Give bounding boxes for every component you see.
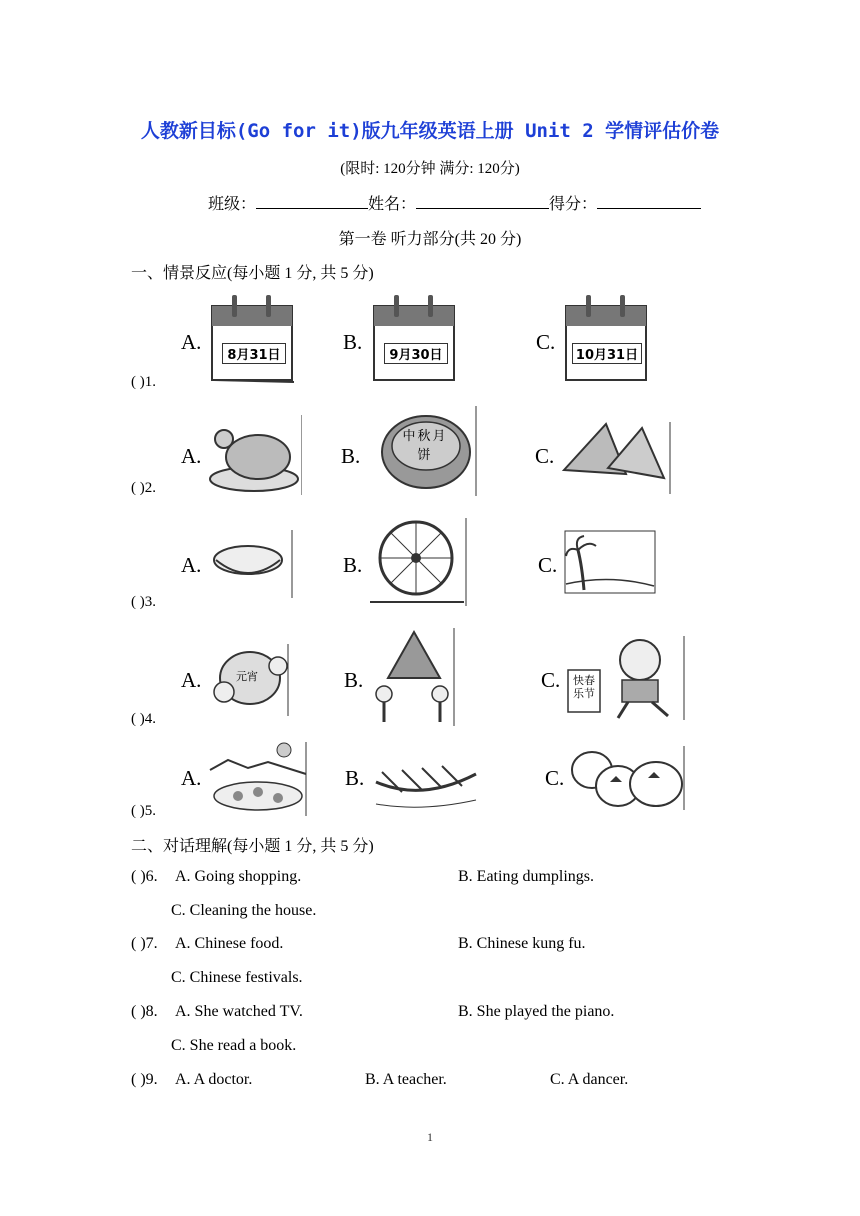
q9-option-b: B. A teacher. <box>365 1071 447 1088</box>
calendar-icon <box>370 292 458 384</box>
q2-option-b-letter: B. <box>341 444 361 468</box>
q3-number: ( )3. <box>131 594 156 610</box>
name-blank[interactable] <box>416 194 549 209</box>
q3-option-c-letter: C. <box>538 553 558 577</box>
q8-number: ( )8. <box>131 1003 158 1020</box>
class-label: 班级： <box>208 196 257 213</box>
q1-a-date: 8月31日 <box>222 343 286 364</box>
zongzi-icon <box>560 418 672 494</box>
q6-option-c: C. Cleaning the house. <box>171 902 317 919</box>
q5-option-b-letter: B. <box>345 766 365 790</box>
q9-number: ( )9. <box>131 1071 158 1088</box>
part-heading: 第一卷 听力部分(共 20 分) <box>338 231 522 248</box>
q8-option-b: B. She played the piano. <box>458 1003 615 1020</box>
moon-feast-icon <box>208 740 308 816</box>
page-title: 人教新目标(Go for it)版九年级英语上册 Unit 2 学情评估价卷 <box>140 120 720 142</box>
q5-number: ( )5. <box>131 803 156 819</box>
q2-number: ( )2. <box>131 480 156 496</box>
lantern-text: 元宵 <box>236 670 258 683</box>
section2-heading: 二、对话理解(每小题 1 分, 共 5 分) <box>131 838 374 855</box>
q5-option-a-letter: A. <box>181 766 202 790</box>
q1-option-b-letter: B. <box>343 330 363 354</box>
name-label: 姓名： <box>368 196 417 213</box>
q7-option-b: B. Chinese kung fu. <box>458 935 586 952</box>
q9-option-c: C. A dancer. <box>550 1071 629 1088</box>
q3-option-a-letter: A. <box>181 553 202 577</box>
q6-number: ( )6. <box>131 868 158 885</box>
q8-option-c: C. She read a book. <box>171 1037 297 1054</box>
class-blank[interactable] <box>256 194 368 209</box>
spring-couplet-text: 快春乐节 <box>573 674 595 700</box>
q1-option-c-letter: C. <box>536 330 556 354</box>
dragon-boat-icon <box>372 742 480 816</box>
q5-option-c-letter: C. <box>545 766 565 790</box>
q2-option-c-letter: C. <box>535 444 555 468</box>
q4-option-b-letter: B. <box>344 668 364 692</box>
q4-option-c-letter: C. <box>541 668 561 692</box>
beach-palm-icon <box>564 530 656 594</box>
q4-option-a-letter: A. <box>181 668 202 692</box>
mooncake-text: 中秋月饼 <box>402 429 448 463</box>
christmas-tree-icon <box>374 628 456 726</box>
roast-turkey-icon <box>206 415 302 495</box>
q1-b-date: 9月30日 <box>384 343 448 364</box>
calendar-icon <box>562 292 650 384</box>
q9-option-a: A. A doctor. <box>175 1071 253 1088</box>
birds-nest-stadium-icon <box>208 526 294 598</box>
section1-heading: 一、情景反应(每小题 1 分, 共 5 分) <box>131 265 374 282</box>
score-label: 得分： <box>549 196 598 213</box>
q7-option-a: A. Chinese food. <box>175 935 284 952</box>
score-blank[interactable] <box>597 194 701 209</box>
q1-c-date: 10月31日 <box>572 343 642 364</box>
q8-option-a: A. She watched TV. <box>175 1003 303 1020</box>
student-info-row <box>208 191 701 214</box>
page-number: 1 <box>427 1130 433 1144</box>
q6-option-a: A. Going shopping. <box>175 868 302 885</box>
q2-option-a-letter: A. <box>181 444 202 468</box>
q3-option-b-letter: B. <box>343 553 363 577</box>
q6-option-b: B. Eating dumplings. <box>458 868 594 885</box>
q7-number: ( )7. <box>131 935 158 952</box>
q7-option-c: C. Chinese festivals. <box>171 969 303 986</box>
q4-number: ( )4. <box>131 711 156 727</box>
q1-option-a-letter: A. <box>181 330 202 354</box>
calendar-icon <box>208 292 296 384</box>
ferris-wheel-icon <box>368 518 468 606</box>
pumpkins-icon <box>570 746 686 810</box>
exam-limits: (限时: 120分钟 满分: 120分) <box>340 161 520 177</box>
q1-number: ( )1. <box>131 374 156 390</box>
